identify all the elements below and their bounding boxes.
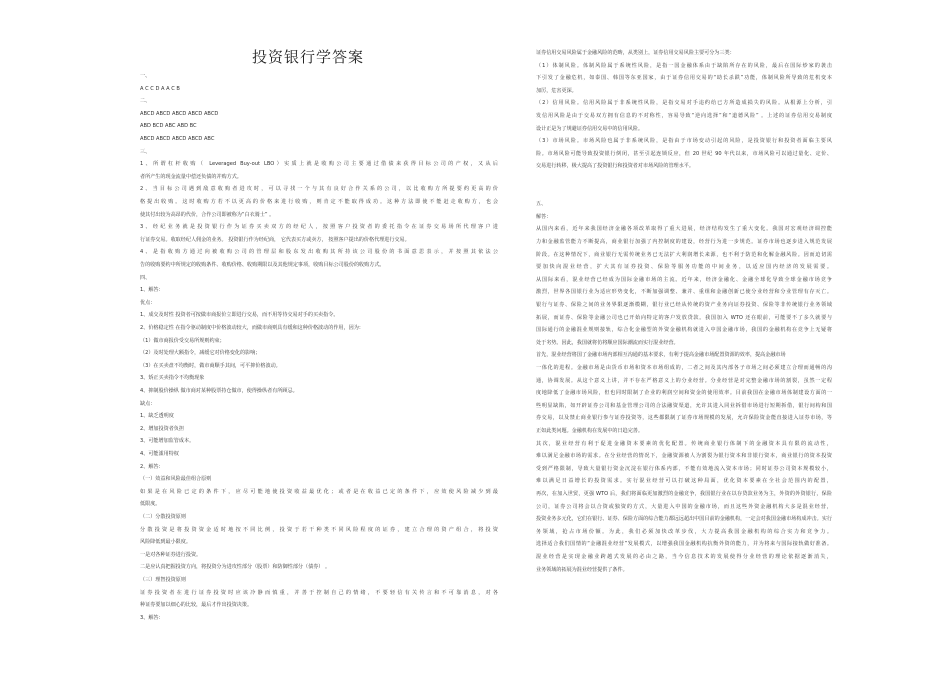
left-text-line: （一）效益和风险最佳组合原则 [140,476,212,483]
left-text-line: 格提出收购。这时收购方若不以更高的价格来进行收购，则肯定不能取得成功。这种方法即使不能赶走收购方，也会 [140,199,498,205]
right-text-line: 证券信用交易风险属于金融风险的范畴，从类别上，证券信用交易风险主要可分为三类： [536,50,735,56]
left-text-line: 1、解答： [140,287,164,294]
left-text-line: 2、解答： [140,463,164,470]
left-text-line: 三、 [140,148,151,155]
right-text-line: 投资业务多元化，它们在银行、证券、保险方面的综合能力都远远超出中国目前的金融机构，一定会对我国金融市场构成冲击。实行 [536,516,832,523]
left-text-line: 优点： [140,299,156,306]
left-text-line: 2、价格稳定性 在指令驱动制度中价格波动较大，而做市商则具有缓和这种价格波动的作用，因为： [140,325,364,331]
right-text-line: 力和金融监管能力不断提高，商业银行加强了内控制度的建设，经营行为进一步规范。证券市场也逐步进入规范发展 [536,239,832,245]
left-text-line: 二是应认真把握投资方向，将投资分为进攻性部分（股票）和防御性部分（债券） 。 [140,564,331,571]
left-text-line: 4、是指收购方通过向被收购公司的管理层和股东发出收购其所持该公司股份的书面意思表示，并按照其依法公 [140,249,498,256]
right-text-line: 五、 [536,201,547,208]
right-text-line: 首先，混业经营将国了金融市场内部相互沟通的基本要求，有利于提高金融市场配置资源的效率，提高金融市场 [536,352,786,359]
left-text-line: 1、缺乏透明度 [140,413,174,420]
left-text-line: 一、 [140,73,151,79]
left-text-line: 二、 [140,98,151,105]
right-text-line: 交易进行转移，极大提高了投资银行和投资者对市场风险的管理水平。 [536,163,694,170]
right-text-line: 阶段。在这种情况下，商业银行无需传统业务已无法扩大利润增长来源，也不利于防范和化解金融风险。因而迫切需 [536,251,832,258]
left-text-line: ABCD ABCD ABCD ABCD ABCD [140,110,219,117]
right-text-line: 一体化的进程。金融市场是由货币市场和资本市场组成的，二者之间及其内部各子市场之间必须建立合理而通畅的沟 [536,365,832,371]
right-text-line: （3）市场风险。市场风险也属于非系统风险，是指由于市场变动引起的风险，是投资银行和投资者面临主要风 [536,138,832,145]
left-text-line: 3、解答： [140,614,164,621]
left-text-line: A C C D A A C B [140,85,180,92]
right-text-line: 度地降低了金融市场风险，但也同时限制了企业的利润空间和资金的使用效率。目前我国在金融市场体制建设方面的一 [536,390,832,397]
right-text-line: 券交易，以及禁止商业银行参与证券投资等，这些都限制了证券市场规模的发展，允许保险资金能直接进入证券市场，等 [536,415,832,422]
left-text-line: 2、增加投资者负担 [140,425,184,432]
left-text-line: （二）分散投资原则 [140,514,186,520]
right-text-line: 从国内来看，近年来我国经济金融各项改革取得了重大进展，经济结构发生了重大变化。我国对宏观经济调控能 [536,226,832,233]
right-text-line: 选择适合我们国情的“金融混业经营”发展模式，以增强我国金融机构抗衡外资的能力，并为将来与国际接轨做好准备。 [536,541,832,548]
right-text-line: 受到严格限制，导致大量银行资金沉淀在银行体系内部，不能有效地流入资本市场；同时证券公司资本规模较小， [536,465,832,472]
left-text-line: 者所产生的现金流量中偿还负债的并购方式。 [140,173,242,180]
left-text-line: 行证券交易。收取经纪人佣金的业务。 投资银行作为经纪商， 它代表买方或卖方， 按照客户提出的价格代理进行交易。 [140,236,410,243]
left-text-line: 缺点： [140,400,156,407]
left-text-line: 分散投资是将投资资金适时地按不同比例，投资于若干种类不同风险程度的证券，建立合理的资产组合，将投资 [140,526,498,533]
right-text-line: （1）体制风险。体制风险属于系统性风险，是指一国金融体系由于缺陷所存在的风险，最后在国际炒家的袭击 [536,62,832,69]
left-text-line: 4、可能滥用特权 [140,451,179,457]
right-text-line: 设计正是为了规避证券信用交易中的信用风险。 [536,125,643,132]
left-text-line: 证券投资者在进行证券投资时应该冷静而慎重，并善于控制自己的情绪，不要轻信有关传言和不可靠消息，对各 [140,589,498,596]
right-text-line: 其次，混业经营有利于促进金融资本要素的优化配置。传统商业银行体制下的金融资本具有限的流动性， [536,440,832,447]
right-text-line: 拓展，而证券、保险等金融公司也已开始向特定的客户发放贷款。我国加入 WTO 还在眼前，可能要不了多久就要与 [536,314,832,321]
left-text-line: 一是对各种证券进行投资。 [140,551,202,558]
right-text-line: 发信用风险是由于交易双方拥有信息的不对称性，容易导致“逆向选择”和“道德风险” 。上述的证券信用交易制度 [536,113,832,119]
right-text-line: 险。市场风险可能导致投资银行倒闭，甚至引起连锁反应，但 20 世纪 90 年代以来，市场风险可以通过量化、定价、 [536,150,832,157]
right-text-line: 难以满足金融市场的需求。在分业经营的情况下，金融资源被人为割裂为银行资本和非银行资本，商业银行的资本投资 [536,453,832,460]
left-text-line: 3、经纪业务就是投资银行作为证券买卖双方的经纪人，按照客户投资者的委托指令在证券交易场所代理客户进 [140,224,498,231]
right-text-line: 国际通行的金融混业规则接轨，综合化金融型的外资金融机构就进入中国金融市场，我国的金融机构在竞争上无疑将 [536,327,832,334]
right-text-line: 银行与证券、保险之间的业务界限逐渐模糊，银行业已经从传统的资产业务向证券投资、保险等非传统银行业务领域 [536,302,832,308]
right-text-line: 解答： [536,213,552,220]
left-text-line: 2、当目标公司遇到敌意收购者进攻时，可以寻找一个与其有良好合作关系的公司，以比收购方所提要约更高的价 [140,186,498,193]
right-text-line: （2）信用风险。信用风险属于非系统性风险，是指交易对手违约给已方所造成损失的风险。从根源上分析，引 [536,100,832,107]
left-text-line: （1）做市商报价受交易所规则约束； [140,337,225,344]
left-text-line: 风险降低到最小限度。 [140,539,191,546]
left-text-line: （3）在买卖盘不均衡时，做市商顺手其间，可平抑价格波动。 [140,362,281,369]
left-text-line: 种证券要加以细心的比较，最后才作出投资决策。 [140,602,253,609]
left-text-line: （2）及时处理大额指令，减缓它对价格变化的影响； [140,350,261,357]
right-text-line: 正如此类问题。金融机构在发展中的日趋完善。 [536,428,643,434]
right-text-line: 加厉，危害更深。 [536,87,577,94]
right-text-line: 再次，在加入世贸，更强 WTO 后，我们将面临更加激烈的金融竞争，我国银行业在以存贷款业务为主，外资的外资银行，保险 [536,491,832,497]
left-text-line: 4、抑制股价操纵 做市商对某种股票持仓做市，使得操纵者有所顾忌。 [140,388,298,394]
right-text-line: 激烈，世界各国银行业为适应形势变化，不断加强调整、兼并、重组和金融创新已使分业经营和分业管理有存灭亡。 [536,289,832,296]
left-text-line: 1、成交及时性 投资者可按做市商报价立即进行交易，而不用等待交易对手的买卖指令。 [140,312,339,319]
left-text-line: ABCD ABCD ABCD ABCD ABC [140,136,215,142]
left-text-line: 1、所谓杠杆收购（ Leveraged Buy-out LBO）实质上就是收购公司主要通过借债来获得目标公司的产权，又从后 [140,161,498,168]
left-text-line: 四、 [140,274,151,281]
left-text-line: ABD BCD ABC ABD BC [140,123,197,130]
right-text-line: 处于劣势。因此，我国就将仿将顺应国际潮流而实行混业经营。 [536,339,679,346]
right-text-line: 业务领域的拓展为混业经营提供了条件。 [536,566,628,573]
right-text-line: 务领域，抢占市场份额。为此，我们必须加快改革步伐，大力提高我国金融机构的综合实力和竞争力。 [536,528,832,535]
left-text-line: （三）理智投资原则 [140,577,186,583]
document-title: 投资银行学答案 [252,48,365,66]
right-text-line: 下引发了金融危机，如泰国、韩国等东亚国家，由于证券信用交易的“助长杀跌”功能，体制风险所导致的危机变本 [536,75,832,82]
right-text-line: 从国际来看，混业经营已经成为国际金融市场的主流。近年来，经济金融化、金融全球化导致全球金融市场竞争 [536,276,832,283]
right-text-line: 公司，证券公司将会以合资或独资的方式，大量进入中国的金融市场，而且这些外资金融机构大多是混业经营， [536,503,832,510]
right-text-line: 要加快向混业经营，扩大其有证券投资、保险等服务功能的中间业务，以适应国内经济的发展需要。 [536,264,832,271]
right-text-line: 通，协调发展。从这个意义上讲，并不存在严格意义上的分业经营。分业经营是对完整金融市场的割裂，虽然一定程 [536,377,832,384]
left-text-line: 低限度。 [140,501,161,508]
left-text-line: 3、矫正买卖指令不均衡现象 [140,375,205,382]
left-text-line: 使其付出较为高昂的代价，合作公司即被称为“白衣骑士” 。 [140,211,275,218]
left-text-line: 3、可能增加监管成本。 [140,438,195,445]
left-text-line: 告的收购要约中所规定的收购条件、收购价格、收购期限以及其他规定事项，收购目标公司股份的收购方式。 [140,262,385,268]
right-text-line: 难以满足日益增长的投资需求。实行混业经营可以打破这种局面，优化资本要素在全社会范围内的配置， [536,478,832,485]
left-text-line: 如果是在风险已定的条件下，应尽可能地使投资收益最优化；或者是在收益已定的条件下，应效使风险减少到最 [140,488,498,495]
right-text-line: 混业经营是实现金融业跨越式发展的必由之路，当今信息技术的发展使得分业经营的理论依据逐渐消失， [536,554,832,560]
right-text-line: 些明显缺陷，如开辟证券公司和基金管理公司的合法融资渠道，允许其进入同业拆借市场进行短期拆借，银行间构和国 [536,402,832,409]
